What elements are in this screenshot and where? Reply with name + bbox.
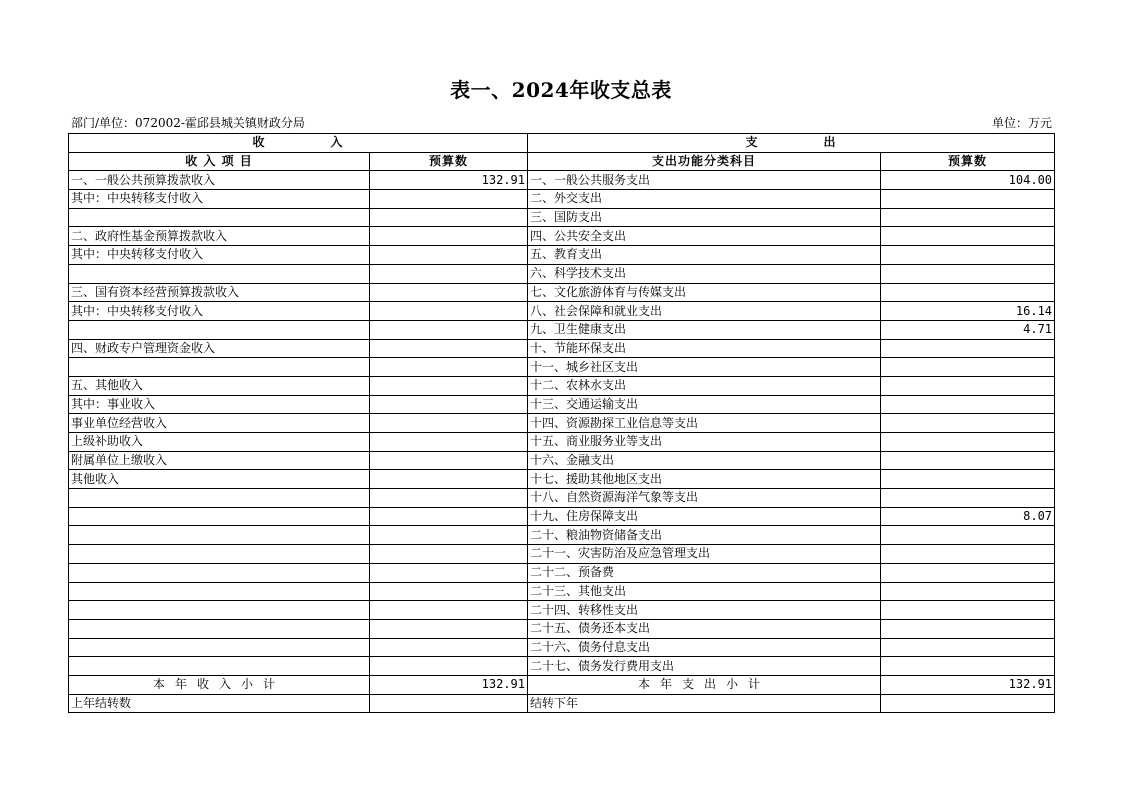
income-item-cell: 事业单位经营收入 bbox=[69, 414, 370, 433]
expense-item-cell: 二十六、债务付息支出 bbox=[528, 638, 881, 657]
table-row bbox=[69, 545, 1055, 564]
expense-amount-cell bbox=[881, 358, 1055, 377]
expense-amount-cell bbox=[881, 545, 1055, 564]
expense-amount-cell bbox=[881, 601, 1055, 620]
table-row bbox=[69, 470, 1055, 489]
income-item-cell bbox=[69, 601, 370, 620]
expense-amount-cell bbox=[881, 563, 1055, 582]
expense-item-cell: 一、一般公共服务支出 bbox=[528, 171, 881, 190]
income-amount-cell bbox=[370, 451, 528, 470]
expense-amount-cell bbox=[881, 470, 1055, 489]
expense-amount-cell bbox=[881, 246, 1055, 265]
expense-item-cell: 五、教育支出 bbox=[528, 246, 881, 265]
income-amount-cell bbox=[370, 563, 528, 582]
income-total-amount: 132.91 bbox=[370, 675, 528, 694]
income-item-cell bbox=[69, 320, 370, 339]
expense-item-cell: 十八、自然资源海洋气象等支出 bbox=[528, 489, 881, 508]
expense-item-cell: 六、科学技术支出 bbox=[528, 264, 881, 283]
table-row bbox=[69, 619, 1055, 638]
table-body bbox=[69, 134, 1055, 713]
table-row bbox=[69, 339, 1055, 358]
table-row bbox=[69, 320, 1055, 339]
expense-item-cell: 二十五、债务还本支出 bbox=[528, 619, 881, 638]
expense-amount-cell bbox=[881, 619, 1055, 638]
income-amount-cell bbox=[370, 470, 528, 489]
table-row bbox=[69, 526, 1055, 545]
expense-amount-cell bbox=[881, 451, 1055, 470]
income-amount-header: 预算数 bbox=[370, 152, 528, 171]
table-row bbox=[69, 171, 1055, 190]
table-row bbox=[69, 582, 1055, 601]
expense-amount-cell bbox=[881, 582, 1055, 601]
income-item-cell bbox=[69, 619, 370, 638]
expense-item-cell: 十六、金融支出 bbox=[528, 451, 881, 470]
income-amount-cell bbox=[370, 526, 528, 545]
table-row bbox=[69, 507, 1055, 526]
income-item-cell: 上级补助收入 bbox=[69, 433, 370, 452]
income-amount-cell bbox=[370, 601, 528, 620]
income-item-cell: 二、政府性基金预算拨款收入 bbox=[69, 227, 370, 246]
carry-over-row bbox=[69, 694, 1055, 713]
table-row bbox=[69, 451, 1055, 470]
income-amount-cell bbox=[370, 489, 528, 508]
income-item-cell bbox=[69, 264, 370, 283]
table-row bbox=[69, 489, 1055, 508]
expense-amount-cell bbox=[881, 395, 1055, 414]
expense-item-cell: 二十三、其他支出 bbox=[528, 582, 881, 601]
expense-amount-cell: 16.14 bbox=[881, 302, 1055, 321]
income-item-cell bbox=[69, 638, 370, 657]
income-item-cell bbox=[69, 545, 370, 564]
expense-item-cell: 十七、援助其他地区支出 bbox=[528, 470, 881, 489]
expense-item-cell: 十四、资源勘探工业信息等支出 bbox=[528, 414, 881, 433]
income-item-cell bbox=[69, 563, 370, 582]
expense-item-cell: 十一、城乡社区支出 bbox=[528, 358, 881, 377]
expense-item-cell: 三、国防支出 bbox=[528, 208, 881, 227]
expense-item-cell: 二十二、预备费 bbox=[528, 563, 881, 582]
income-total-label: 本年收入小计 bbox=[69, 675, 370, 694]
income-item-cell: 其中：中央转移支付收入 bbox=[69, 302, 370, 321]
income-item-cell: 其中：中央转移支付收入 bbox=[69, 246, 370, 265]
expense-amount-cell bbox=[881, 433, 1055, 452]
income-amount-cell bbox=[370, 320, 528, 339]
income-amount-cell bbox=[370, 657, 528, 676]
column-header-row bbox=[69, 152, 1055, 171]
expense-item-cell: 二十、粮油物资储备支出 bbox=[528, 526, 881, 545]
expense-total-label: 本年支出小计 bbox=[528, 675, 881, 694]
income-item-cell bbox=[69, 489, 370, 508]
expense-item-cell: 十九、住房保障支出 bbox=[528, 507, 881, 526]
income-amount-cell: 132.91 bbox=[370, 171, 528, 190]
expense-amount-cell bbox=[881, 227, 1055, 246]
income-amount-cell bbox=[370, 264, 528, 283]
table-row bbox=[69, 657, 1055, 676]
table-row bbox=[69, 414, 1055, 433]
table-row bbox=[69, 433, 1055, 452]
expense-amount-cell: 4.71 bbox=[881, 320, 1055, 339]
expense-amount-cell bbox=[881, 190, 1055, 209]
expense-item-cell: 二十七、债务发行费用支出 bbox=[528, 657, 881, 676]
table-row bbox=[69, 227, 1055, 246]
page-title: 表一、2024年收支总表 bbox=[450, 78, 672, 102]
expense-amount-cell bbox=[881, 489, 1055, 508]
income-amount-cell bbox=[370, 376, 528, 395]
table-row bbox=[69, 190, 1055, 209]
income-item-cell bbox=[69, 507, 370, 526]
group-header-row bbox=[69, 134, 1055, 153]
expense-item-cell: 十二、农林水支出 bbox=[528, 376, 881, 395]
table-row bbox=[69, 358, 1055, 377]
department-label: 部门/单位：072002-霍邱县城关镇财政分局 bbox=[71, 116, 305, 130]
income-amount-cell bbox=[370, 507, 528, 526]
expense-item-cell: 八、社会保障和就业支出 bbox=[528, 302, 881, 321]
carry-out-label: 结转下年 bbox=[528, 694, 881, 713]
expense-item-cell: 七、文化旅游体育与传媒支出 bbox=[528, 283, 881, 302]
income-amount-cell bbox=[370, 433, 528, 452]
carry-in-amount bbox=[370, 694, 528, 713]
income-item-cell bbox=[69, 657, 370, 676]
income-amount-cell bbox=[370, 638, 528, 657]
table-row bbox=[69, 302, 1055, 321]
income-item-cell: 附属单位上缴收入 bbox=[69, 451, 370, 470]
expense-item-cell: 四、公共安全支出 bbox=[528, 227, 881, 246]
expense-amount-cell bbox=[881, 376, 1055, 395]
expense-amount-cell bbox=[881, 208, 1055, 227]
expense-amount-cell bbox=[881, 526, 1055, 545]
income-item-cell: 一、一般公共预算拨款收入 bbox=[69, 171, 370, 190]
income-amount-cell bbox=[370, 190, 528, 209]
table-row bbox=[69, 376, 1055, 395]
budget-summary-table bbox=[68, 133, 1055, 713]
income-item-cell: 五、其他收入 bbox=[69, 376, 370, 395]
table-row bbox=[69, 601, 1055, 620]
expense-item-cell: 十、节能环保支出 bbox=[528, 339, 881, 358]
expense-amount-cell bbox=[881, 264, 1055, 283]
income-item-header: 收 入 项 目 bbox=[69, 152, 370, 171]
income-amount-cell bbox=[370, 582, 528, 601]
income-amount-cell bbox=[370, 545, 528, 564]
expense-amount-cell bbox=[881, 283, 1055, 302]
carry-in-label: 上年结转数 bbox=[69, 694, 370, 713]
income-amount-cell bbox=[370, 395, 528, 414]
income-amount-cell bbox=[370, 619, 528, 638]
expense-item-cell: 十三、交通运输支出 bbox=[528, 395, 881, 414]
expense-amount-cell bbox=[881, 339, 1055, 358]
carry-out-amount bbox=[881, 694, 1055, 713]
expense-amount-cell: 8.07 bbox=[881, 507, 1055, 526]
table-row bbox=[69, 563, 1055, 582]
expense-item-cell: 二十一、灾害防治及应急管理支出 bbox=[528, 545, 881, 564]
expense-amount-cell bbox=[881, 638, 1055, 657]
income-amount-cell bbox=[370, 339, 528, 358]
totals-row bbox=[69, 675, 1055, 694]
income-amount-cell bbox=[370, 227, 528, 246]
table-row bbox=[69, 208, 1055, 227]
expense-amount-cell bbox=[881, 414, 1055, 433]
expense-item-header: 支出功能分类科目 bbox=[528, 152, 881, 171]
income-group-header: 收 入 bbox=[69, 134, 528, 153]
expense-item-cell: 二、外交支出 bbox=[528, 190, 881, 209]
income-amount-cell bbox=[370, 208, 528, 227]
income-item-cell: 四、财政专户管理资金收入 bbox=[69, 339, 370, 358]
table-row bbox=[69, 246, 1055, 265]
income-amount-cell bbox=[370, 414, 528, 433]
income-amount-cell bbox=[370, 302, 528, 321]
expense-amount-cell: 104.00 bbox=[881, 171, 1055, 190]
income-amount-cell bbox=[370, 283, 528, 302]
table-row bbox=[69, 264, 1055, 283]
income-item-cell bbox=[69, 526, 370, 545]
expense-item-cell: 二十四、转移性支出 bbox=[528, 601, 881, 620]
income-item-cell bbox=[69, 358, 370, 377]
income-item-cell: 三、国有资本经营预算拨款收入 bbox=[69, 283, 370, 302]
expense-group-header: 支 出 bbox=[528, 134, 1055, 153]
table-row bbox=[69, 638, 1055, 657]
expense-item-cell: 十五、商业服务业等支出 bbox=[528, 433, 881, 452]
income-item-cell bbox=[69, 582, 370, 601]
income-item-cell: 其中：中央转移支付收入 bbox=[69, 190, 370, 209]
income-item-cell bbox=[69, 208, 370, 227]
income-item-cell: 其他收入 bbox=[69, 470, 370, 489]
income-amount-cell bbox=[370, 246, 528, 265]
table-row bbox=[69, 283, 1055, 302]
income-amount-cell bbox=[370, 358, 528, 377]
unit-label: 单位：万元 bbox=[991, 116, 1052, 130]
table-row bbox=[69, 395, 1055, 414]
expense-total-amount: 132.91 bbox=[881, 675, 1055, 694]
expense-item-cell: 九、卫生健康支出 bbox=[528, 320, 881, 339]
expense-amount-header: 预算数 bbox=[881, 152, 1055, 171]
income-item-cell: 其中：事业收入 bbox=[69, 395, 370, 414]
expense-amount-cell bbox=[881, 657, 1055, 676]
